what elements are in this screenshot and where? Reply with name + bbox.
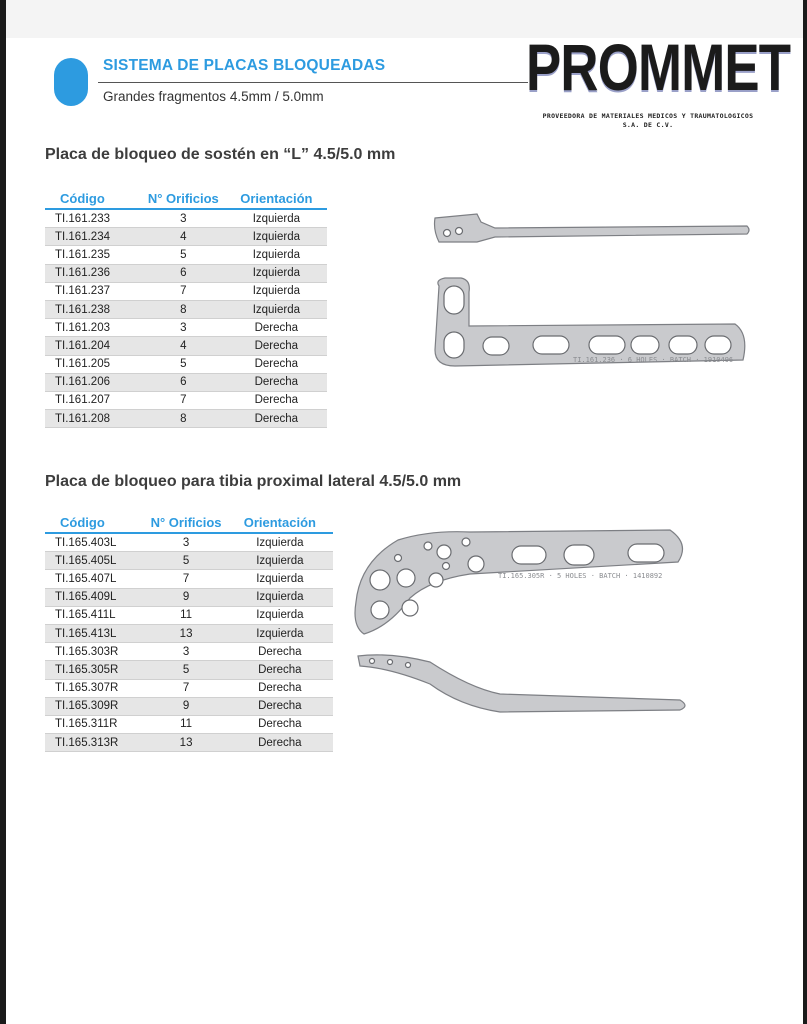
table-row bbox=[45, 373, 327, 391]
cell-codigo: TI.165.413L bbox=[45, 624, 145, 642]
left-edge bbox=[0, 0, 6, 1024]
cell-codigo: TI.161.208 bbox=[45, 410, 141, 428]
cell-orificios: 8 bbox=[141, 410, 226, 428]
cell-codigo: TI.161.237 bbox=[45, 282, 141, 300]
cell-orificios: 7 bbox=[145, 570, 226, 588]
cell-orificios: 8 bbox=[141, 300, 226, 318]
brand-tagline-line-2: S.A. DE C.V. bbox=[622, 121, 674, 129]
table-row bbox=[45, 209, 327, 228]
col-codigo: Código bbox=[45, 512, 145, 533]
cell-orientacion: Derecha bbox=[227, 679, 333, 697]
l-plate-side-view bbox=[435, 214, 750, 242]
cell-codigo: TI.161.234 bbox=[45, 228, 141, 246]
cell-codigo: TI.161.207 bbox=[45, 391, 141, 409]
table-row bbox=[45, 228, 327, 246]
cell-orificios: 4 bbox=[141, 337, 226, 355]
table-row bbox=[45, 661, 333, 679]
header-divider bbox=[98, 82, 528, 83]
cell-orientacion: Izquierda bbox=[226, 282, 327, 300]
table-row bbox=[45, 552, 333, 570]
cell-codigo: TI.161.204 bbox=[45, 337, 141, 355]
cell-orificios: 5 bbox=[145, 552, 226, 570]
cell-orientacion: Derecha bbox=[226, 373, 327, 391]
table-row bbox=[45, 715, 333, 733]
cell-orificios: 11 bbox=[145, 606, 226, 624]
cell-orientacion: Derecha bbox=[227, 643, 333, 661]
cell-orificios: 7 bbox=[145, 679, 226, 697]
cell-orientacion: Derecha bbox=[226, 410, 327, 428]
cell-orientacion: Izquierda bbox=[227, 533, 333, 552]
table-row bbox=[45, 533, 333, 552]
table-row bbox=[45, 355, 327, 373]
accent-pill bbox=[54, 58, 88, 106]
cell-codigo: TI.165.303R bbox=[45, 643, 145, 661]
cell-orientacion: Izquierda bbox=[226, 209, 327, 228]
table-row bbox=[45, 410, 327, 428]
cell-orientacion: Derecha bbox=[227, 715, 333, 733]
table-row bbox=[45, 300, 327, 318]
section2-title: Placa de bloqueo para tibia proximal lateral 4.5/5.0 mm bbox=[45, 473, 462, 490]
tibia-plate-top-view bbox=[355, 530, 683, 634]
cell-codigo: TI.161.203 bbox=[45, 319, 141, 337]
section2-table bbox=[45, 512, 333, 752]
cell-codigo: TI.161.233 bbox=[45, 209, 141, 228]
cell-orientacion: Izquierda bbox=[227, 606, 333, 624]
table-row bbox=[45, 570, 333, 588]
system-subtitle: Grandes fragmentos 4.5mm / 5.0mm bbox=[103, 89, 324, 104]
table-row bbox=[45, 391, 327, 409]
section1-table-body bbox=[45, 209, 327, 428]
cell-codigo: TI.165.309R bbox=[45, 697, 145, 715]
cell-orientacion: Derecha bbox=[226, 391, 327, 409]
cell-orientacion: Derecha bbox=[226, 355, 327, 373]
cell-codigo: TI.165.409L bbox=[45, 588, 145, 606]
cell-orientacion: Derecha bbox=[227, 661, 333, 679]
cell-orificios: 3 bbox=[145, 533, 226, 552]
col-codigo: Código bbox=[45, 188, 141, 209]
cell-orificios: 11 bbox=[145, 715, 226, 733]
table-row bbox=[45, 319, 327, 337]
cell-orificios: 13 bbox=[145, 624, 226, 642]
table-header-row bbox=[45, 188, 327, 209]
table-row bbox=[45, 588, 333, 606]
col-orientacion: Orientación bbox=[226, 188, 327, 209]
table-row bbox=[45, 679, 333, 697]
cell-codigo: TI.165.311R bbox=[45, 715, 145, 733]
cell-orificios: 3 bbox=[141, 209, 226, 228]
brand-tagline-line-1: PROVEEDORA DE MATERIALES MEDICOS Y TRAUMATOLOGICOS bbox=[542, 112, 754, 120]
cell-orientacion: Derecha bbox=[227, 697, 333, 715]
section2-table-body bbox=[45, 533, 333, 752]
table-row bbox=[45, 246, 327, 264]
brand-tagline bbox=[524, 112, 772, 130]
cell-codigo: TI.165.403L bbox=[45, 533, 145, 552]
section1-title: Placa de bloqueo de sostén en “L” 4.5/5.0 mm bbox=[45, 146, 396, 163]
cell-orientacion: Izquierda bbox=[227, 588, 333, 606]
tibia-plate-side-view bbox=[358, 655, 685, 712]
cell-codigo: TI.165.405L bbox=[45, 552, 145, 570]
table-row bbox=[45, 697, 333, 715]
cell-codigo: TI.165.313R bbox=[45, 734, 145, 752]
l-plate-image bbox=[425, 200, 765, 385]
cell-orificios: 5 bbox=[141, 246, 226, 264]
col-orientacion: Orientación bbox=[227, 512, 333, 533]
cell-orientacion: Izquierda bbox=[226, 264, 327, 282]
brand-logo: PROMMET bbox=[526, 30, 791, 104]
cell-codigo: TI.165.305R bbox=[45, 661, 145, 679]
table-row bbox=[45, 337, 327, 355]
cell-orificios: 5 bbox=[141, 355, 226, 373]
system-title: SISTEMA DE PLACAS BLOQUEADAS bbox=[103, 57, 386, 74]
cell-orientacion: Izquierda bbox=[227, 552, 333, 570]
cell-orificios: 9 bbox=[145, 588, 226, 606]
cell-orientacion: Izquierda bbox=[227, 570, 333, 588]
cell-orientacion: Derecha bbox=[226, 337, 327, 355]
table-row bbox=[45, 643, 333, 661]
table-row bbox=[45, 734, 333, 752]
cell-codigo: TI.161.235 bbox=[45, 246, 141, 264]
cell-orificios: 13 bbox=[145, 734, 226, 752]
cell-orientacion: Derecha bbox=[227, 734, 333, 752]
cell-codigo: TI.161.236 bbox=[45, 264, 141, 282]
cell-orificios: 4 bbox=[141, 228, 226, 246]
col-orificios: N° Orificios bbox=[145, 512, 226, 533]
cell-orificios: 5 bbox=[145, 661, 226, 679]
table-row bbox=[45, 264, 327, 282]
svg-text:TI.161.236 · 6 HOLES · BATCH ·: TI.161.236 · 6 HOLES · BATCH · 1910496 bbox=[573, 356, 734, 364]
cell-orientacion: Izquierda bbox=[226, 300, 327, 318]
table-row bbox=[45, 624, 333, 642]
table-header-row bbox=[45, 512, 333, 533]
table-row bbox=[45, 606, 333, 624]
l-plate-top-view bbox=[435, 278, 745, 366]
col-orificios: N° Orificios bbox=[141, 188, 226, 209]
cell-orificios: 6 bbox=[141, 264, 226, 282]
right-edge bbox=[803, 0, 807, 1024]
svg-text:TI.165.305R · 5 HOLES · BATCH: TI.165.305R · 5 HOLES · BATCH · 1410892 bbox=[498, 572, 663, 580]
cell-orientacion: Izquierda bbox=[226, 228, 327, 246]
cell-codigo: TI.161.205 bbox=[45, 355, 141, 373]
table-row bbox=[45, 282, 327, 300]
cell-orientacion: Derecha bbox=[226, 319, 327, 337]
section1-table bbox=[45, 188, 327, 428]
cell-orificios: 7 bbox=[141, 282, 226, 300]
cell-orificios: 7 bbox=[141, 391, 226, 409]
cell-codigo: TI.161.206 bbox=[45, 373, 141, 391]
tibia-plate-image bbox=[350, 522, 695, 722]
cell-orificios: 3 bbox=[141, 319, 226, 337]
cell-codigo: TI.165.307R bbox=[45, 679, 145, 697]
cell-orificios: 9 bbox=[145, 697, 226, 715]
cell-codigo: TI.161.238 bbox=[45, 300, 141, 318]
cell-orificios: 3 bbox=[145, 643, 226, 661]
cell-codigo: TI.165.411L bbox=[45, 606, 145, 624]
cell-orientacion: Izquierda bbox=[226, 246, 327, 264]
cell-orificios: 6 bbox=[141, 373, 226, 391]
cell-orientacion: Izquierda bbox=[227, 624, 333, 642]
cell-codigo: TI.165.407L bbox=[45, 570, 145, 588]
